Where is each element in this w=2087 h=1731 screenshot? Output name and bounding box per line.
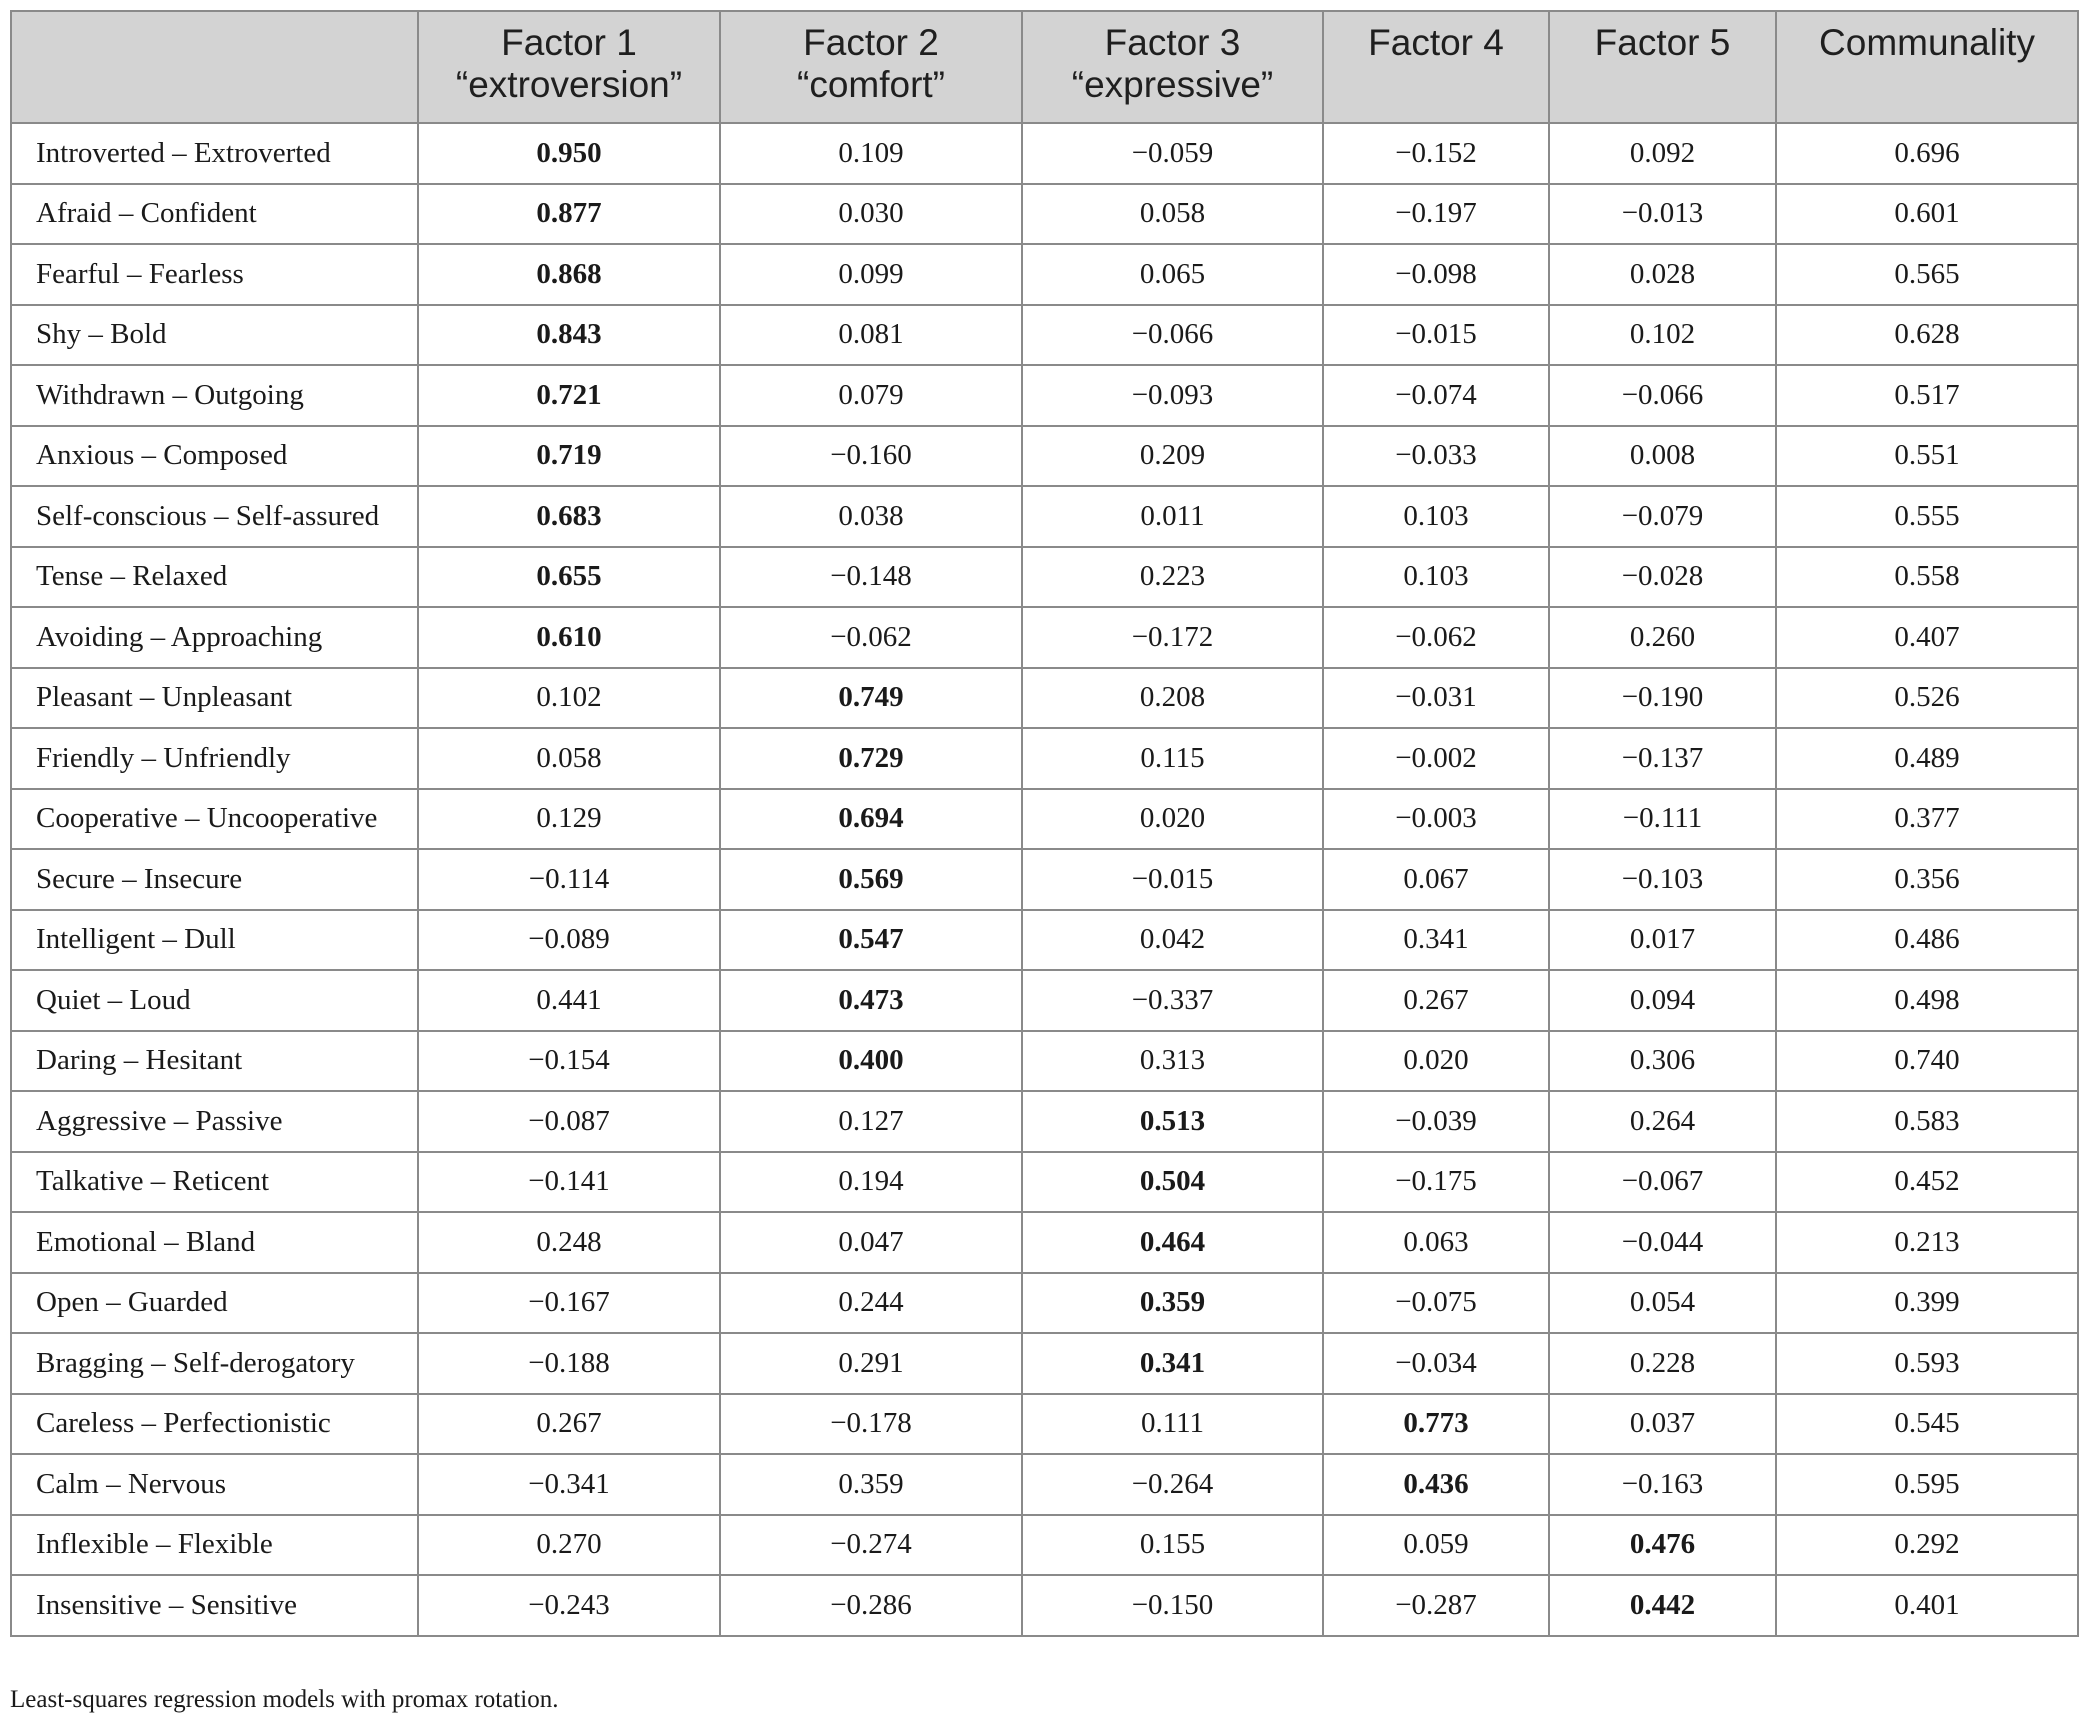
factor-5-loading: −0.111 xyxy=(1549,789,1776,850)
factor-3-loading: 0.155 xyxy=(1022,1515,1323,1576)
factor-3-loading: 0.058 xyxy=(1022,184,1323,245)
table-row xyxy=(11,1333,2078,1394)
factor-1-loading: −0.243 xyxy=(418,1575,720,1636)
header-row xyxy=(11,11,2078,123)
table-row xyxy=(11,547,2078,608)
row-label: Pleasant – Unpleasant xyxy=(11,668,418,729)
factor-2-loading: 0.291 xyxy=(720,1333,1022,1394)
factor-3-loading: −0.150 xyxy=(1022,1575,1323,1636)
factor-loadings-table xyxy=(10,10,2079,1637)
table-row xyxy=(11,607,2078,668)
factor-3-loading: −0.066 xyxy=(1022,305,1323,366)
factor-3-loading: 0.209 xyxy=(1022,426,1323,487)
header-cell-factor-3 xyxy=(1022,11,1323,123)
header-factor-3-title: Factor 3 xyxy=(1104,22,1241,63)
factor-4-loading: 0.063 xyxy=(1323,1212,1549,1273)
table-row xyxy=(11,728,2078,789)
row-label: Calm – Nervous xyxy=(11,1454,418,1515)
factor-5-loading: 0.037 xyxy=(1549,1394,1776,1455)
factor-5-loading: 0.054 xyxy=(1549,1273,1776,1334)
row-label: Tense – Relaxed xyxy=(11,547,418,608)
factor-4-loading: −0.039 xyxy=(1323,1091,1549,1152)
factor-3-loading: 0.513 xyxy=(1022,1091,1323,1152)
factor-2-loading: 0.547 xyxy=(720,910,1022,971)
factor-4-loading: 0.020 xyxy=(1323,1031,1549,1092)
factor-1-loading: 0.058 xyxy=(418,728,720,789)
communality-value: 0.555 xyxy=(1776,486,2078,547)
factor-2-loading: 0.569 xyxy=(720,849,1022,910)
communality-value: 0.517 xyxy=(1776,365,2078,426)
row-label: Withdrawn – Outgoing xyxy=(11,365,418,426)
factor-2-loading: 0.244 xyxy=(720,1273,1022,1334)
factor-4-loading: −0.015 xyxy=(1323,305,1549,366)
factor-3-loading: −0.264 xyxy=(1022,1454,1323,1515)
factor-2-loading: 0.099 xyxy=(720,244,1022,305)
factor-2-loading: −0.160 xyxy=(720,426,1022,487)
header-cell-item xyxy=(11,11,418,123)
factor-4-loading: 0.773 xyxy=(1323,1394,1549,1455)
factor-3-loading: 0.223 xyxy=(1022,547,1323,608)
header-factor-2-title: Factor 2 xyxy=(803,22,939,63)
table-row xyxy=(11,486,2078,547)
factor-2-loading: 0.109 xyxy=(720,123,1022,184)
table-footnote: Least-squares regression models with promax rotation. xyxy=(10,1686,559,1713)
table-row xyxy=(11,123,2078,184)
factor-1-loading: 0.683 xyxy=(418,486,720,547)
table-row xyxy=(11,1031,2078,1092)
factor-4-loading: −0.031 xyxy=(1323,668,1549,729)
table-row xyxy=(11,305,2078,366)
factor-1-loading: 0.868 xyxy=(418,244,720,305)
factor-2-loading: −0.274 xyxy=(720,1515,1022,1576)
communality-value: 0.292 xyxy=(1776,1515,2078,1576)
factor-4-loading: −0.175 xyxy=(1323,1152,1549,1213)
factor-1-loading: 0.270 xyxy=(418,1515,720,1576)
factor-3-loading: 0.011 xyxy=(1022,486,1323,547)
factor-5-loading: 0.102 xyxy=(1549,305,1776,366)
factor-3-loading: 0.208 xyxy=(1022,668,1323,729)
factor-1-loading: 0.248 xyxy=(418,1212,720,1273)
factor-2-loading: 0.079 xyxy=(720,365,1022,426)
factor-3-loading: 0.313 xyxy=(1022,1031,1323,1092)
table-header xyxy=(11,11,2078,123)
row-label: Introverted – Extroverted xyxy=(11,123,418,184)
table-row xyxy=(11,1091,2078,1152)
factor-5-loading: −0.067 xyxy=(1549,1152,1776,1213)
communality-value: 0.551 xyxy=(1776,426,2078,487)
factor-5-loading: 0.008 xyxy=(1549,426,1776,487)
header-factor-1-title: Factor 1 xyxy=(501,22,637,63)
row-label: Insensitive – Sensitive xyxy=(11,1575,418,1636)
factor-5-loading: 0.260 xyxy=(1549,607,1776,668)
row-label: Friendly – Unfriendly xyxy=(11,728,418,789)
table-row xyxy=(11,365,2078,426)
factor-4-loading: −0.074 xyxy=(1323,365,1549,426)
header-factor-3-subtitle: “expressive” xyxy=(1071,64,1274,105)
communality-value: 0.498 xyxy=(1776,970,2078,1031)
factor-2-loading: 0.127 xyxy=(720,1091,1022,1152)
factor-1-loading: 0.267 xyxy=(418,1394,720,1455)
row-label: Afraid – Confident xyxy=(11,184,418,245)
factor-1-loading: −0.154 xyxy=(418,1031,720,1092)
factor-3-loading: 0.065 xyxy=(1022,244,1323,305)
factor-2-loading: 0.030 xyxy=(720,184,1022,245)
factor-loadings-table-container xyxy=(10,10,2077,1637)
factor-1-loading: −0.087 xyxy=(418,1091,720,1152)
factor-2-loading: −0.148 xyxy=(720,547,1022,608)
factor-2-loading: −0.178 xyxy=(720,1394,1022,1455)
communality-value: 0.558 xyxy=(1776,547,2078,608)
row-label: Secure – Insecure xyxy=(11,849,418,910)
factor-4-loading: −0.033 xyxy=(1323,426,1549,487)
factor-1-loading: −0.089 xyxy=(418,910,720,971)
factor-4-loading: −0.098 xyxy=(1323,244,1549,305)
communality-value: 0.740 xyxy=(1776,1031,2078,1092)
header-cell-factor-4 xyxy=(1323,11,1549,123)
factor-4-loading: 0.103 xyxy=(1323,486,1549,547)
factor-5-loading: 0.306 xyxy=(1549,1031,1776,1092)
factor-3-loading: 0.115 xyxy=(1022,728,1323,789)
row-label: Daring – Hesitant xyxy=(11,1031,418,1092)
table-row xyxy=(11,1454,2078,1515)
factor-5-loading: −0.079 xyxy=(1549,486,1776,547)
factor-1-loading: −0.167 xyxy=(418,1273,720,1334)
factor-2-loading: 0.749 xyxy=(720,668,1022,729)
header-cell-communality xyxy=(1776,11,2078,123)
header-factor-2-subtitle: “comfort” xyxy=(797,64,945,105)
table-row xyxy=(11,1394,2078,1455)
factor-2-loading: 0.400 xyxy=(720,1031,1022,1092)
row-label: Careless – Perfectionistic xyxy=(11,1394,418,1455)
factor-2-loading: 0.194 xyxy=(720,1152,1022,1213)
communality-value: 0.399 xyxy=(1776,1273,2078,1334)
row-label: Bragging – Self-derogatory xyxy=(11,1333,418,1394)
factor-3-loading: 0.020 xyxy=(1022,789,1323,850)
communality-value: 0.593 xyxy=(1776,1333,2078,1394)
factor-4-loading: −0.197 xyxy=(1323,184,1549,245)
factor-1-loading: 0.102 xyxy=(418,668,720,729)
table-row xyxy=(11,849,2078,910)
factor-3-loading: −0.172 xyxy=(1022,607,1323,668)
factor-1-loading: 0.721 xyxy=(418,365,720,426)
factor-4-loading: −0.287 xyxy=(1323,1575,1549,1636)
row-label: Intelligent – Dull xyxy=(11,910,418,971)
factor-1-loading: −0.341 xyxy=(418,1454,720,1515)
factor-1-loading: 0.950 xyxy=(418,123,720,184)
factor-1-loading: 0.719 xyxy=(418,426,720,487)
table-row xyxy=(11,1273,2078,1334)
factor-2-loading: 0.359 xyxy=(720,1454,1022,1515)
table-row xyxy=(11,1152,2078,1213)
factor-5-loading: −0.066 xyxy=(1549,365,1776,426)
factor-1-loading: 0.610 xyxy=(418,607,720,668)
row-label: Quiet – Loud xyxy=(11,970,418,1031)
communality-value: 0.377 xyxy=(1776,789,2078,850)
communality-value: 0.407 xyxy=(1776,607,2078,668)
table-row xyxy=(11,970,2078,1031)
communality-value: 0.696 xyxy=(1776,123,2078,184)
table-row xyxy=(11,184,2078,245)
table-row xyxy=(11,1515,2078,1576)
factor-2-loading: 0.081 xyxy=(720,305,1022,366)
factor-2-loading: 0.038 xyxy=(720,486,1022,547)
factor-5-loading: 0.092 xyxy=(1549,123,1776,184)
factor-5-loading: −0.028 xyxy=(1549,547,1776,608)
communality-value: 0.401 xyxy=(1776,1575,2078,1636)
table-row xyxy=(11,426,2078,487)
table-row xyxy=(11,668,2078,729)
factor-4-loading: 0.267 xyxy=(1323,970,1549,1031)
factor-2-loading: 0.473 xyxy=(720,970,1022,1031)
communality-value: 0.583 xyxy=(1776,1091,2078,1152)
communality-value: 0.628 xyxy=(1776,305,2078,366)
factor-3-loading: 0.464 xyxy=(1022,1212,1323,1273)
factor-2-loading: −0.062 xyxy=(720,607,1022,668)
factor-3-loading: 0.359 xyxy=(1022,1273,1323,1334)
factor-4-loading: −0.034 xyxy=(1323,1333,1549,1394)
row-label: Emotional – Bland xyxy=(11,1212,418,1273)
factor-1-loading: 0.877 xyxy=(418,184,720,245)
header-cell-factor-2 xyxy=(720,11,1022,123)
communality-value: 0.486 xyxy=(1776,910,2078,971)
factor-5-loading: 0.228 xyxy=(1549,1333,1776,1394)
factor-5-loading: −0.137 xyxy=(1549,728,1776,789)
table-body xyxy=(11,123,2078,1636)
factor-5-loading: 0.264 xyxy=(1549,1091,1776,1152)
table-row xyxy=(11,1212,2078,1273)
factor-3-loading: −0.093 xyxy=(1022,365,1323,426)
factor-4-loading: −0.002 xyxy=(1323,728,1549,789)
factor-1-loading: −0.114 xyxy=(418,849,720,910)
row-label: Talkative – Reticent xyxy=(11,1152,418,1213)
factor-2-loading: −0.286 xyxy=(720,1575,1022,1636)
factor-4-loading: −0.152 xyxy=(1323,123,1549,184)
factor-2-loading: 0.047 xyxy=(720,1212,1022,1273)
header-factor-1-subtitle: “extroversion” xyxy=(455,64,683,105)
factor-1-loading: 0.129 xyxy=(418,789,720,850)
communality-value: 0.356 xyxy=(1776,849,2078,910)
row-label: Aggressive – Passive xyxy=(11,1091,418,1152)
communality-value: 0.595 xyxy=(1776,1454,2078,1515)
factor-5-loading: 0.094 xyxy=(1549,970,1776,1031)
factor-3-loading: −0.337 xyxy=(1022,970,1323,1031)
row-label: Self-conscious – Self-assured xyxy=(11,486,418,547)
communality-value: 0.526 xyxy=(1776,668,2078,729)
factor-4-loading: 0.059 xyxy=(1323,1515,1549,1576)
table-row xyxy=(11,789,2078,850)
factor-5-loading: −0.190 xyxy=(1549,668,1776,729)
row-label: Cooperative – Uncooperative xyxy=(11,789,418,850)
factor-4-loading: 0.103 xyxy=(1323,547,1549,608)
factor-1-loading: 0.441 xyxy=(418,970,720,1031)
communality-value: 0.565 xyxy=(1776,244,2078,305)
factor-1-loading: 0.843 xyxy=(418,305,720,366)
factor-2-loading: 0.729 xyxy=(720,728,1022,789)
row-label: Shy – Bold xyxy=(11,305,418,366)
header-factor-4-title: Factor 4 xyxy=(1368,22,1504,63)
row-label: Inflexible – Flexible xyxy=(11,1515,418,1576)
factor-4-loading: 0.341 xyxy=(1323,910,1549,971)
communality-value: 0.452 xyxy=(1776,1152,2078,1213)
row-label: Anxious – Composed xyxy=(11,426,418,487)
factor-4-loading: −0.075 xyxy=(1323,1273,1549,1334)
table-row xyxy=(11,244,2078,305)
row-label: Fearful – Fearless xyxy=(11,244,418,305)
header-cell-factor-1 xyxy=(418,11,720,123)
factor-5-loading: 0.028 xyxy=(1549,244,1776,305)
factor-3-loading: −0.059 xyxy=(1022,123,1323,184)
factor-1-loading: 0.655 xyxy=(418,547,720,608)
factor-4-loading: 0.436 xyxy=(1323,1454,1549,1515)
factor-3-loading: 0.111 xyxy=(1022,1394,1323,1455)
factor-5-loading: −0.044 xyxy=(1549,1212,1776,1273)
factor-5-loading: −0.013 xyxy=(1549,184,1776,245)
factor-4-loading: −0.003 xyxy=(1323,789,1549,850)
header-communality-title: Communality xyxy=(1819,22,2035,63)
factor-5-loading: −0.163 xyxy=(1549,1454,1776,1515)
row-label: Open – Guarded xyxy=(11,1273,418,1334)
table-row xyxy=(11,1575,2078,1636)
factor-1-loading: −0.141 xyxy=(418,1152,720,1213)
factor-1-loading: −0.188 xyxy=(418,1333,720,1394)
factor-4-loading: −0.062 xyxy=(1323,607,1549,668)
communality-value: 0.213 xyxy=(1776,1212,2078,1273)
communality-value: 0.545 xyxy=(1776,1394,2078,1455)
communality-value: 0.489 xyxy=(1776,728,2078,789)
factor-3-loading: 0.504 xyxy=(1022,1152,1323,1213)
header-factor-5-title: Factor 5 xyxy=(1594,22,1731,63)
factor-5-loading: −0.103 xyxy=(1549,849,1776,910)
factor-5-loading: 0.017 xyxy=(1549,910,1776,971)
factor-4-loading: 0.067 xyxy=(1323,849,1549,910)
communality-value: 0.601 xyxy=(1776,184,2078,245)
factor-5-loading: 0.476 xyxy=(1549,1515,1776,1576)
factor-3-loading: −0.015 xyxy=(1022,849,1323,910)
row-label: Avoiding – Approaching xyxy=(11,607,418,668)
header-cell-factor-5 xyxy=(1549,11,1776,123)
factor-3-loading: 0.042 xyxy=(1022,910,1323,971)
factor-5-loading: 0.442 xyxy=(1549,1575,1776,1636)
factor-2-loading: 0.694 xyxy=(720,789,1022,850)
table-row xyxy=(11,910,2078,971)
factor-3-loading: 0.341 xyxy=(1022,1333,1323,1394)
